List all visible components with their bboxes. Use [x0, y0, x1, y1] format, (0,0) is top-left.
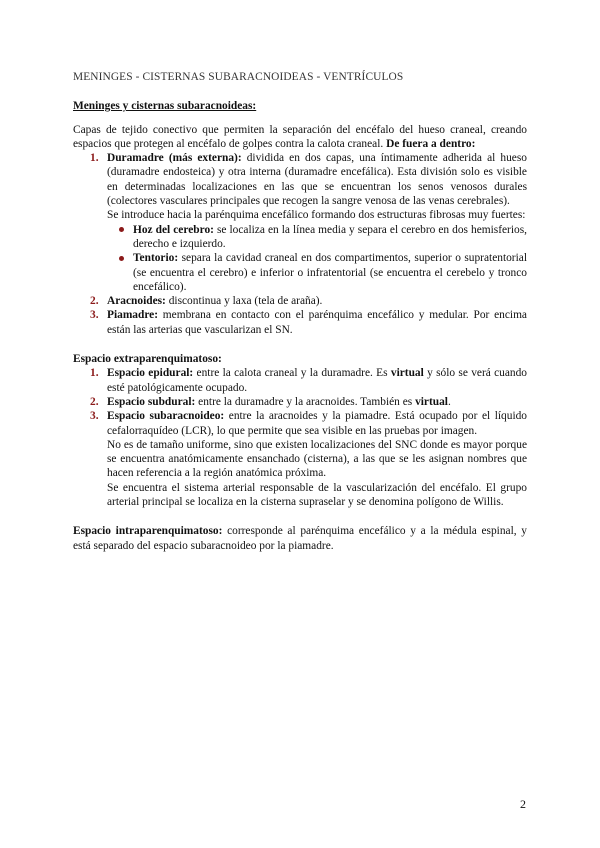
duramadre-text-2: Se introduce hacia la parénquima encefálico formando dos estructuras fibrosas muy fuertes: [107, 209, 526, 222]
list-number: 2. [90, 295, 99, 308]
duramadre-bullets [107, 223, 527, 294]
tentorio-text: separa la cavidad craneal en dos compartimentos, superior o supratentorial (se encuentra el cerebro) e inferior o infratentorial (se encuentra el cerebelo y tronco encefálico). [133, 252, 527, 293]
extraparenquimatoso-list [73, 366, 527, 509]
bullet-dot [119, 227, 124, 232]
bullet-dot [119, 256, 124, 261]
subdural-text-b: . [447, 395, 451, 408]
list-number: 3. [90, 309, 99, 322]
intro-text: Capas de tejido conectivo que permiten la separación del encéfalo del hueso craneal, creando espacios que protegen al encéfalo de golpes contra la calota craneal. [73, 123, 527, 150]
intraparenquimatoso-text: corresponde al parénquima encefálico y a la médula espinal, y está separado del espacio subaracnoideo por la piamadre. [73, 525, 527, 552]
subdural-bold-virtual: virtual [415, 395, 448, 408]
epidural-text-b: y sólo se verá cuando esté patológicamente ocupado. [107, 367, 527, 394]
bullet-item-tentorio [133, 251, 527, 294]
page-number: 2 [520, 797, 526, 811]
bullet-item-hoz [133, 223, 527, 252]
subaracnoideo-text: entre la aracnoides y la piamadre. Está ocupado por el líquido cefalorraquídeo (LCR), lo que permite que sea visible en las pruebas por imagen. [107, 410, 527, 437]
term-aracnoides: Aracnoides: [107, 295, 166, 308]
meninges-list [73, 151, 527, 337]
list-number: 1. [90, 367, 99, 380]
duramadre-text: dividida en dos capas, una íntimamente adherida al hueso (duramadre endosteica) y otra interna (duramadre encefálica). Esta división solo es visible en determinadas localizaciones en las que se encuentran los senos venosos durales (colectores vasculares principales que recogen la sangre venosa de las venas cerebrales). [107, 152, 527, 208]
page-header: MENINGES - CISTERNAS SUBARACNOIDEAS - VENTRÍCULOS [73, 71, 404, 83]
list-item-piamadre [90, 308, 527, 337]
list-number: 2. [90, 395, 99, 408]
list-number: 3. [90, 410, 99, 423]
list-item-aracnoides [90, 294, 527, 308]
term-tentorio: Tentorio: [133, 252, 179, 265]
term-piamadre: Piamadre: [107, 309, 159, 322]
term-subdural: Espacio subdural: [107, 395, 196, 408]
subdural-text-a: entre la duramadre y la aracnoides. También es [195, 395, 416, 408]
term-epidural: Espacio epidural: [107, 367, 194, 380]
list-item-subdural [90, 395, 527, 409]
document-page [73, 70, 527, 553]
term-duramadre-extra: (más externa): [163, 152, 242, 165]
term-hoz: Hoz del cerebro: [133, 223, 214, 236]
subaracnoideo-text-2: No es de tamaño uniforme, sino que existen localizaciones del SNC donde es mayor porque se encuentra anatómicamente ensanchado (cisterna), a las que se les asignan nombres que hacen referencia a la región anatómica próxima. [107, 438, 527, 480]
list-item-duramadre [90, 151, 527, 294]
section-title-meninges: Meninges y cisternas subaracnoideas: [73, 100, 257, 113]
intraparenquimatoso-paragraph [73, 524, 527, 553]
term-duramadre: Duramadre [107, 152, 164, 165]
hoz-text: se localiza en la línea media y separa el cerebro en dos hemisferios, derecho e izquierdo. [133, 223, 527, 250]
section-title-extraparenquimatoso: Espacio extraparenquimatoso: [73, 353, 222, 366]
term-subaracnoideo: Espacio subaracnoideo: [107, 410, 225, 423]
intro-bold: De fuera a dentro: [386, 137, 476, 150]
epidural-bold-virtual: virtual [390, 367, 424, 380]
subaracnoideo-text-3: Se encuentra el sistema arterial responsable de la vascularización del encéfalo. El grupo arterial principal se localiza en la cisterna supraselar y se denomina polígono de Willis. [107, 481, 527, 509]
piamadre-text: membrana en contacto con el parénquima encefálico y medular. Por encima están las arterias que vascularizan el SN. [107, 309, 527, 336]
list-number: 1. [90, 152, 99, 165]
list-item-epidural [90, 366, 527, 395]
list-item-subaracnoideo [90, 409, 527, 509]
intro-paragraph [73, 123, 527, 152]
term-intraparenquimatoso: Espacio intraparenquimatoso: [73, 525, 223, 538]
epidural-text-a: entre la calota craneal y la duramadre. Es [193, 367, 391, 380]
aracnoides-text: discontinua y laxa (tela de araña). [165, 295, 323, 308]
